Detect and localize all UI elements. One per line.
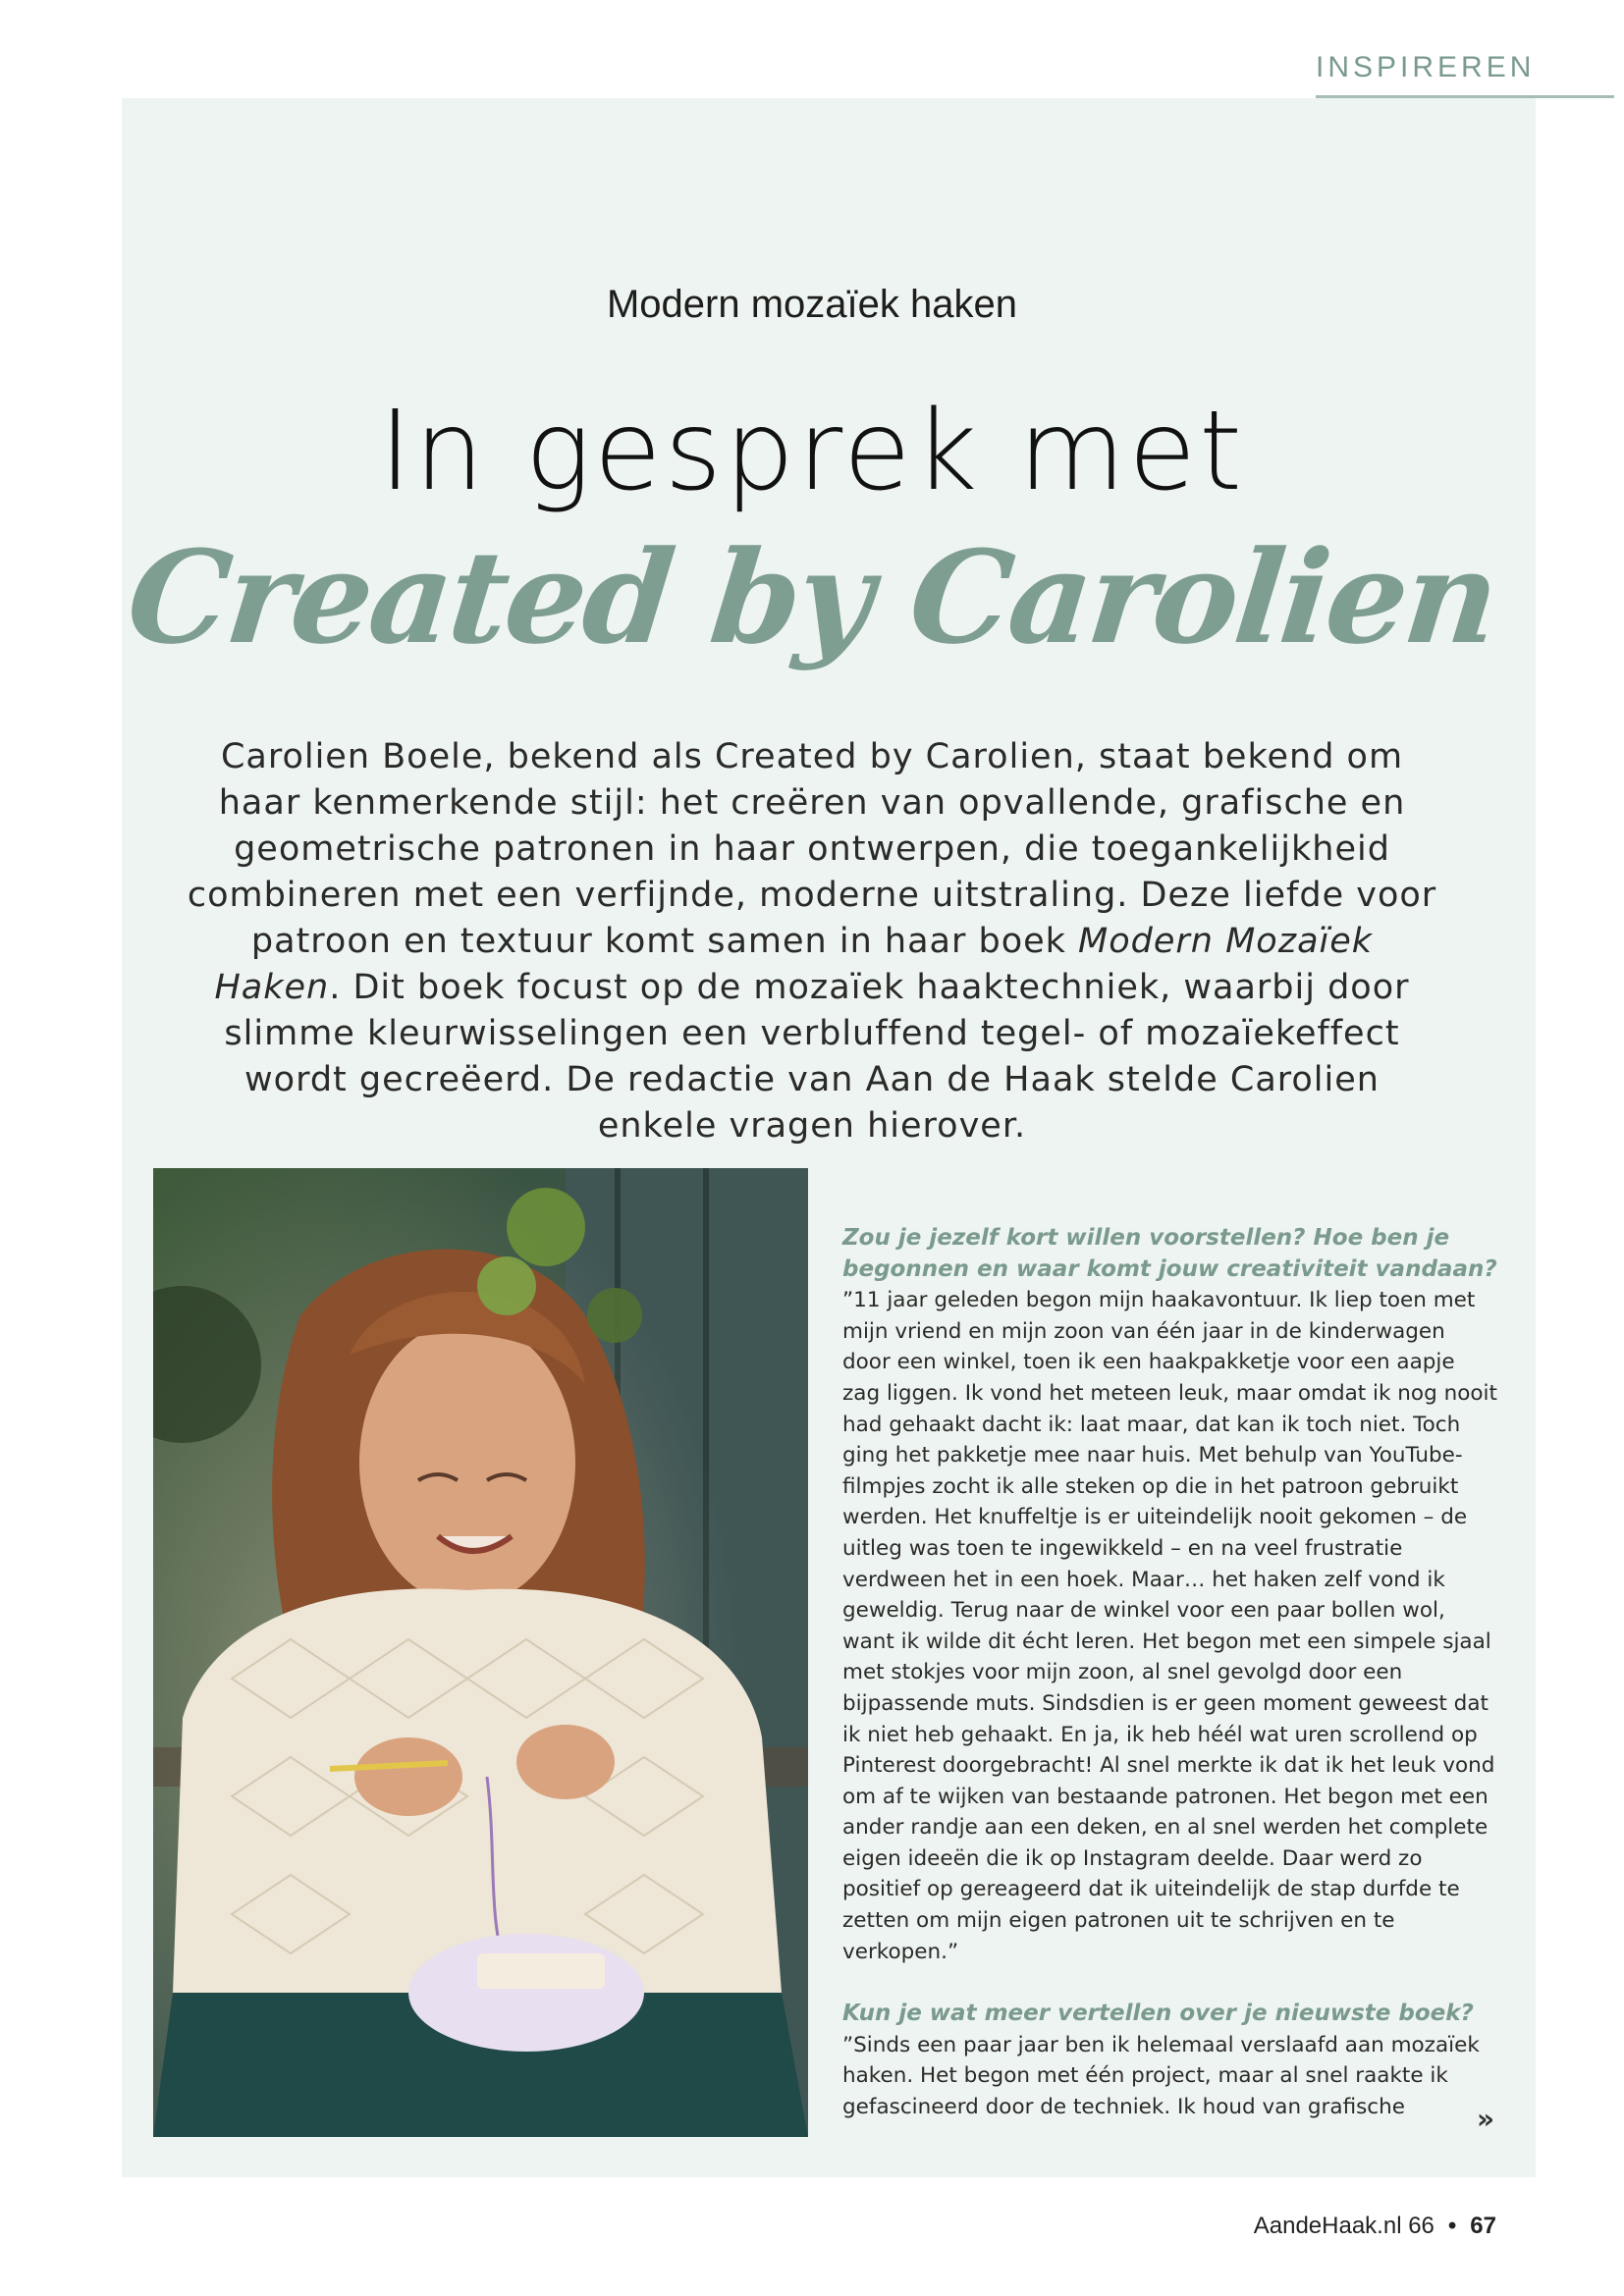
intro-paragraph (187, 734, 1437, 1149)
answer-paragraph: ”Sinds een paar jaar ben ik helemaal verslaafd aan mozaïek haken. Het begon met één project, maar al snel raakte ik gefascineerd door de techniek. Ik houd van grafische (842, 2032, 1480, 2120)
continue-icon: » (1477, 2103, 1495, 2135)
page-footer (1080, 2213, 1496, 2240)
intro-text-2: . Dit boek focust op de mozaïek haaktechniek, waarbij door slimme kleurwisselingen een verbluffend tegel- of mozaïekeffect wordt gecreëerd. De redactie van Aan de Haak stelde Carolien enkele vragen hierover. (224, 968, 1410, 1146)
article-script-title: Created by Carolien (121, 522, 1503, 672)
footer-bullet: • (1447, 2213, 1457, 2239)
section-label: INSPIREREN (1316, 51, 1536, 83)
book-title: Modern Mozaïek Haken (214, 922, 1374, 1007)
question-heading: Zou je jezelf kort willen voorstellen? Hoe ben je begonnen en waar komt jouw creativiteit vandaan? (842, 1225, 1497, 1282)
article-body (842, 1223, 1498, 2123)
page-number: 67 (1470, 2213, 1496, 2239)
answer-paragraph: ”11 jaar geleden begon mijn haakavontuur. Ik liep toen met mijn vriend en mijn zoon van één jaar in de kinderwagen door een winkel, toen ik een haakpakketje voor een aapje zag liggen. Ik vond het meteen leuk, maar omdat ik nog nooit had gehaakt dacht ik: laat maar, dat kan ik toch niet. Toch ging het pakketje mee naar huis. Met behulp van YouTube-filmpjes zocht ik alle steken op die in het patroon gebruikt werden. Het knuffeltje is er uiteindelijk nooit gekomen – de uitleg was toen te ingewikkeld – en na veel frustratie verdween het in een hoek. Maar… het haken zelf vond ik geweldig. Terug naar de winkel voor een paar bollen wol, want ik wilde dit écht leren. Het begon met een simpele sjaal met stokjes voor mijn zoon, al snel gevolgd door een bijpassende muts. Sindsdien is er geen moment geweest dat ik niet heb gehaakt. En ja, ik heb héél wat uren scrollend op Pinterest doorgebracht! Al snel merkte ik dat ik het leuk vond om af te wijken van bestaande patronen. Het begon met een ander randje aan een deken, en al snel werden het complete eigen ideeën die ik op Instagram deelde. Daar werd zo positief op gereageerd dat ik uiteindelijk de stap durfde te zetten om mijn eigen patronen uit te schrijven en te verkopen.” (842, 1288, 1497, 1964)
portrait-photo (153, 1168, 808, 2137)
intro-text-1: Carolien Boele, bekend als Created by Carolien, staat bekend om haar kenmerkende stijl: het creëren van opvallende, grafische en geometrische patronen in haar ontwerpen, die toegankelijkheid combineren met een verfijnde, moderne uitstraling. Deze liefde voor patroon en textuur komt samen in haar boek (187, 737, 1437, 961)
paragraph-spacer (842, 1967, 1498, 1999)
question-heading: Kun je wat meer vertellen over je nieuwste boek? (842, 2001, 1474, 2027)
portrait-illustration (153, 1168, 808, 2137)
footer-site: AandeHaak.nl 66 (1253, 2213, 1435, 2239)
article-headline: In gesprek met (378, 388, 1246, 515)
article-subtitle: Modern mozaïek haken (606, 283, 1017, 326)
